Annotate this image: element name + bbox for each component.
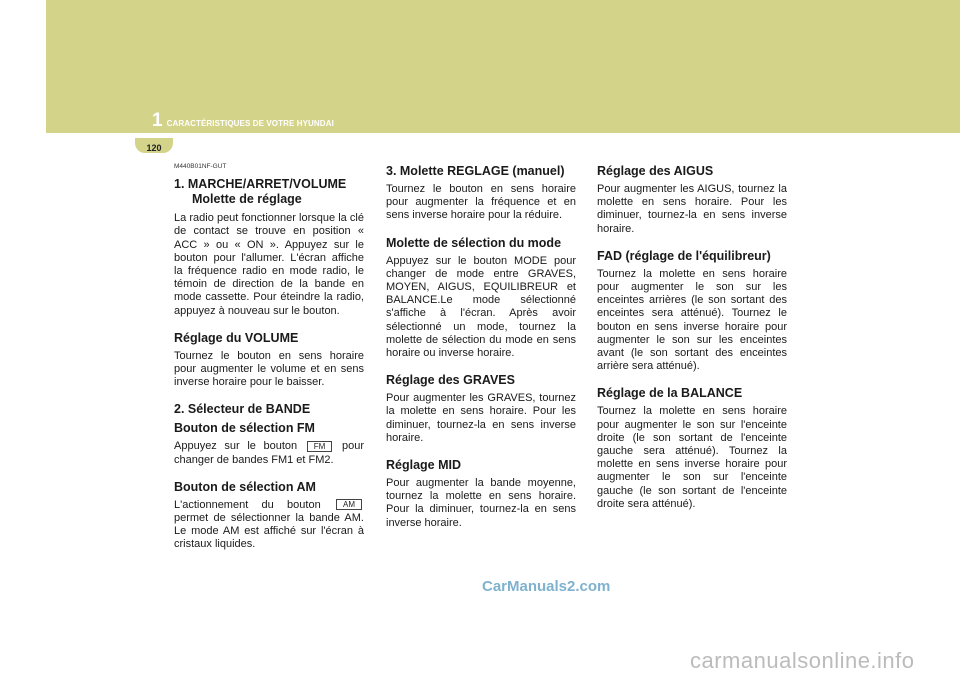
page-number: 120: [146, 143, 162, 153]
heading-tune-knob: 3. Molette REGLAGE (manuel): [386, 164, 565, 178]
paragraph-mid: Pour augmenter la bande moyenne, tournez la molette en sens horaire. Pour la diminuer, tournez-la en sens inverse horaire.: [386, 477, 576, 529]
paragraph-tune: Tournez le bouton en sens horaire pour augmenter la fréquence et en sens inverse horaire pour la réduire.: [386, 183, 576, 222]
paragraph-balance: Tournez la molette en sens horaire pour augmenter le son sur l'enceinte droite (le son sortant de l'enceinte gauche sera atténué). Tournez la molette en sens inverse horaire pour augmenter le son sur l'enceinte gauche (le son sortant de l'enceinte droite sera atténué).: [597, 405, 787, 510]
heading-balance: Réglage de la BALANCE: [597, 386, 743, 401]
heading-fader: FAD (réglage de l'équilibreur): [597, 248, 771, 263]
chapter-title: CARACTÉRISTIQUES DE VOTRE HYUNDAI: [166, 119, 334, 128]
page-number-badge: [135, 138, 173, 153]
chapter-number: 1: [152, 110, 163, 131]
paragraph-bass: Pour augmenter les GRAVES, tournez la molette en sens horaire. Pour les diminuer, tournez-la en sens inverse horaire.: [386, 392, 576, 444]
heading-band-selector: 2. Sélecteur de BANDE: [174, 402, 311, 417]
paragraph-power: La radio peut fonctionner lorsque la clé de contact se trouve en position « ACC » ou « ON ». Appuyez sur le bouton pour l'allumer. L'écran affiche la fréquence radio en mode radio, le témoin de direction de la bande en mode cassette. Pour éteindre la radio, appuyez à nouveau sur le bouton.: [174, 212, 364, 317]
heading-bass: Réglage des GRAVES: [386, 373, 515, 388]
paragraph-fm: [174, 440, 364, 466]
paragraph-treble: Pour augmenter les AIGUS, tournez la molette en sens horaire. Pour les diminuer, tournez-la en sens inverse horaire.: [597, 183, 787, 235]
watermark-carmanuals: CarManuals2.com: [482, 578, 611, 595]
paragraph-am: [174, 499, 364, 552]
fm-button-icon: FM: [307, 441, 333, 452]
paragraph-fader: Tournez la molette en sens horaire pour augmenter le son sur les enceintes arrières (le son sortant des enceintes sera atténué). Tournez le bouton en sens inverse horaire pour augmenter le son sur les enceintes avant (le son sortant des enceintes arrière sera atténué).: [597, 267, 787, 373]
paragraph-mode: Appuyez sur le bouton MODE pour changer de mode entre GRAVES, MOYEN, AIGUS, EQUILIBREUR et BALANCE.Le mode sélectionné s'affiche à l'écran. Après avoir sélectionné un mode, tournez la molette de sélection du mode en sens horaire ou inverse horaire.: [386, 254, 576, 360]
am-text-a: L'actionnement du bouton: [174, 498, 321, 511]
heading-fm-button: Bouton de sélection FM: [174, 421, 315, 436]
am-text-b: permet de sélectionner la bande AM. Le mode AM est affiché sur l'écran à cristaux liquides.: [174, 512, 364, 551]
chapter-header: [152, 110, 334, 132]
column-3: [597, 164, 787, 524]
watermark-footer: carmanualsonline.info: [690, 648, 915, 673]
heading-volume: Réglage du VOLUME: [174, 330, 299, 345]
heading-power-volume: 1. MARCHE/ARRET/VOLUME: [174, 177, 347, 192]
fm-text-b: pour changer de bandes FM1 et FM2.: [174, 440, 364, 466]
section-code: M440B01NF-GUT: [174, 163, 227, 170]
heading-treble: Réglage des AIGUS: [597, 164, 714, 178]
fm-text-a: Appuyez sur le bouton: [174, 440, 298, 453]
heading-am-button: Bouton de sélection AM: [174, 479, 316, 494]
column-1: [174, 160, 364, 565]
heading-mid: Réglage MID: [386, 458, 462, 473]
am-button-icon: AM: [336, 499, 362, 510]
heading-adjust-knob: Molette de réglage: [192, 192, 302, 207]
column-2: [386, 164, 576, 543]
paragraph-volume: Tournez le bouton en sens horaire pour augmenter le volume et en sens inverse horaire pour le baisser.: [174, 349, 364, 389]
heading-mode-knob: Molette de sélection du mode: [386, 235, 562, 250]
